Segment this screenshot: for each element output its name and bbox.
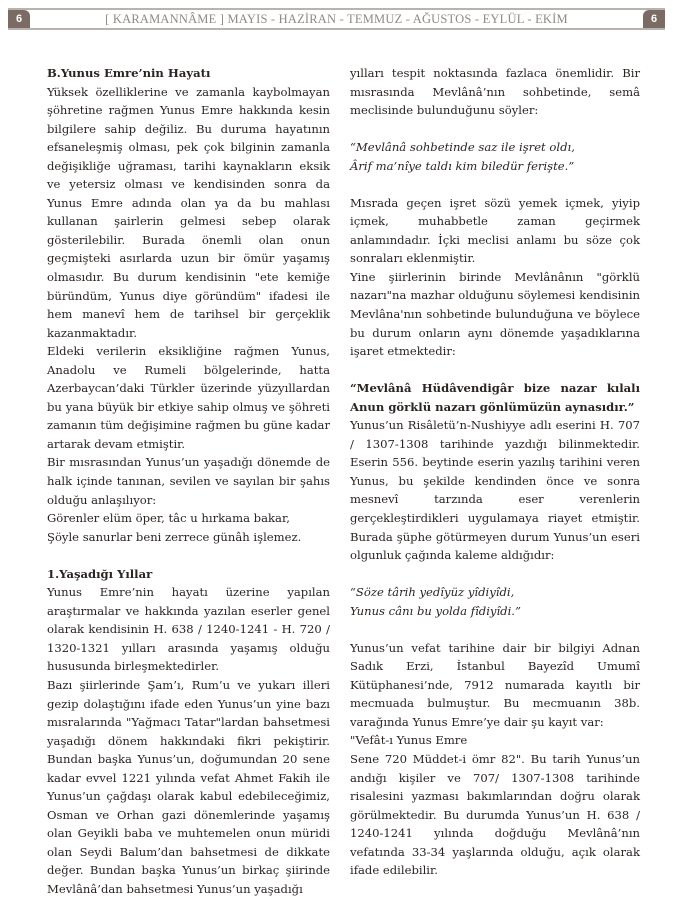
spacer — [350, 565, 640, 584]
spacer — [350, 120, 640, 139]
section-heading: B.Yunus Emre’nin Hayatı — [47, 66, 211, 80]
page-header — [8, 8, 665, 30]
verse-line: Yunus cânı bu yolda fîdiyîdi.” — [350, 603, 521, 618]
paragraph: yılları tespit noktasında fazlaca önemlidir. Bir mısrasında Mevlânâ’nın sohbetinde, semâ meclisinde bulunduğunu söyler: — [350, 66, 640, 118]
verse-line: “Mevlânâ sohbetinde saz ile işret oldı, — [350, 140, 575, 155]
running-header-title: [ KARAMANNÂME ] MAYIS - HAZİRAN - TEMMUZ - AĞUSTOS - EYLÜL - EKİM — [105, 12, 568, 26]
paragraph: Yüksek özelliklerine ve zamanla kaybolmayan şöhretine rağmen Yunus Emre hakkında kesin bilgilere sahip değiliz. Bu duruma hayatının efsaneleşmiş olması, pek çok bilginin zamanla değişikliğe uğraması, tarihi kaynakların eksik ve yetersiz olması ve kendisinden sonra da Yunus Emre adında olan ya da bu mahlası kullanan şairlerin gelmesi sebep olarak gösterilebilir. Burada önemli olan onun geçmişteki asırlarda uzun bir ömür yaşamış olmasıdır. Bu durum kendisinin "ete kemiğe büründüm, Yunus diye göründüm" ifadesi ile hem manevî hem de tarihsel bir gerçeklik kazanmaktadır. — [47, 84, 330, 340]
page-number-right: 6 — [643, 10, 665, 28]
paragraph: Yunus’un Risâletü’n-Nushiyye adlı eserini H. 707 / 1307-1308 tarihinde yazdığı bilinmektedir. Eserin 556. beytinde eserin yazılış tarihini veren Yunus, bu şekilde kendinden önce ve sonra mesnevî tarzında eser verenlerin gerçekleştirdikleri uygulamaya riayet etmiştir. Burada şüphe götürmeyen durum Yunus’un eseri olgunluk çağında kaleme aldığıdır: — [350, 418, 640, 563]
paragraph: Yunus’un vefat tarihine dair bir bilgiyi Adnan Sadık Erzi, İstanbul Bayezîd Umumî Kütüphanesi’nde, 7912 numarada kayıtlı bir mecmuada bulmuştur. Bu mecmuanın 38b. varağında Yunus Emre’ye dair şu kayıt var: — [350, 640, 640, 729]
spacer — [350, 620, 640, 639]
spacer — [350, 175, 640, 194]
verse-line: Şöyle sanurlar beni zerrece günâh işlemez. — [47, 529, 302, 544]
verse-quote — [350, 138, 640, 175]
verse-quote-bold: “Mevlânâ Hüdâvendigâr bize nazar kılalı Anun görklü nazarı gönlümüzün aynasıdır.” — [350, 381, 640, 414]
paragraph: Yine şiirlerinin birinde Mevlânânın "görklü nazarı"na mazhar olduğunu söylemesi kendisinin Mevlâna'nın sohbetinde bulunduğuna ve böylece bu durum onların aynı dönemde yaşadıklarına işaret etmektedir: — [350, 269, 640, 359]
verse-quote — [47, 509, 330, 546]
paragraph: Yunus Emre’nin hayatı üzerine yapılan araştırmalar ve hakkında yazılan eserler genel olarak kendisinin H. 638 / 1240-1241 - H. 720 / 1320-1321 yılları arasında yaşamış olduğu hususunda birleşmektedirler. — [47, 585, 330, 674]
record-line: "Vefât-ı Yunus Emre — [350, 733, 468, 748]
subsection-heading: 1.Yaşadığı Yıllar — [47, 566, 153, 581]
spacer — [350, 361, 640, 380]
paragraph: Eldeki verilerin eksikliğine rağmen Yunus, Anadolu ve Rumeli bölgelerinde, hatta Azerbaycan’daki Türkler üzerinde yüzyıllardan bu yana büyük bir etkiye sahip olmuş ve şöhreti zamanın tüm değişimine rağmen bu güne kadar artarak devam etmiştir. — [47, 344, 330, 451]
verse-line: Ârif ma’nîye taldı kim biledür ferişte.” — [350, 158, 575, 173]
right-column — [350, 64, 640, 880]
paragraph: Bazı şiirlerinde Şam’ı, Rum’u ve yukarı illeri gezip dolaştığını ifade eden Yunus’un yine bazı mısralarında "Yağmacı Tatar"lardan bahsetmesi yaşadığı dönem hakkındaki fikri pekiştirir. Bundan başka Yunus’un, doğumundan 20 sene kadar evvel 1221 yılında vefat Ahmet Fakih ile Yunus’un çağdaşı olarak kabul edebileceğimiz, Osman ve Orhan gazi dönemlerinde yaşamış olan Geyikli baba ve muhtemelen onun müridi olan Seydi Balum’dan bahsetmesi de dikkate değer. Bundan başka Yunus’un birkaç şiirinde Mevlânâ’dan bahsetmesi Yunus’un yaşadığı — [47, 678, 330, 897]
spacer — [47, 546, 330, 565]
page-number-left: 6 — [8, 10, 30, 28]
verse-line: Görenler elüm öper, tâc u hırkama bakar, — [47, 511, 290, 526]
paragraph: Sene 720 Müddet-i ömr 82". Bu tarih Yunus’un andığı kişiler ve 707/ 1307-1308 tarihinde risalesini yazması bakımlarından doğru olarak görülmektedir. Bu durumda Yunus’un H. 638 / 1240-1241 yılında doğduğu Mevlânâ’nın vefatında 33-34 yaşlarında olduğu, açık olarak ifade edilebilir. — [350, 752, 640, 878]
paragraph: Bir mısrasından Yunus’un yaşadığı dönemde de halk içinde tanınan, sevilen ve sayılan bir şahıs olduğu anlaşılıyor: — [47, 455, 330, 507]
paragraph: Mısrada geçen işret sözü yemek içmek, yiyip içmek, muhabbetle zaman geçirmek anlamındadır. İçki meclisi anlamı bu söze çok sonraları eklenmiştir. — [350, 195, 640, 266]
verse-quote — [350, 583, 640, 620]
left-column — [47, 64, 330, 899]
verse-line: “Söze târih yedîyüz yîdiyîdi, — [350, 585, 515, 600]
